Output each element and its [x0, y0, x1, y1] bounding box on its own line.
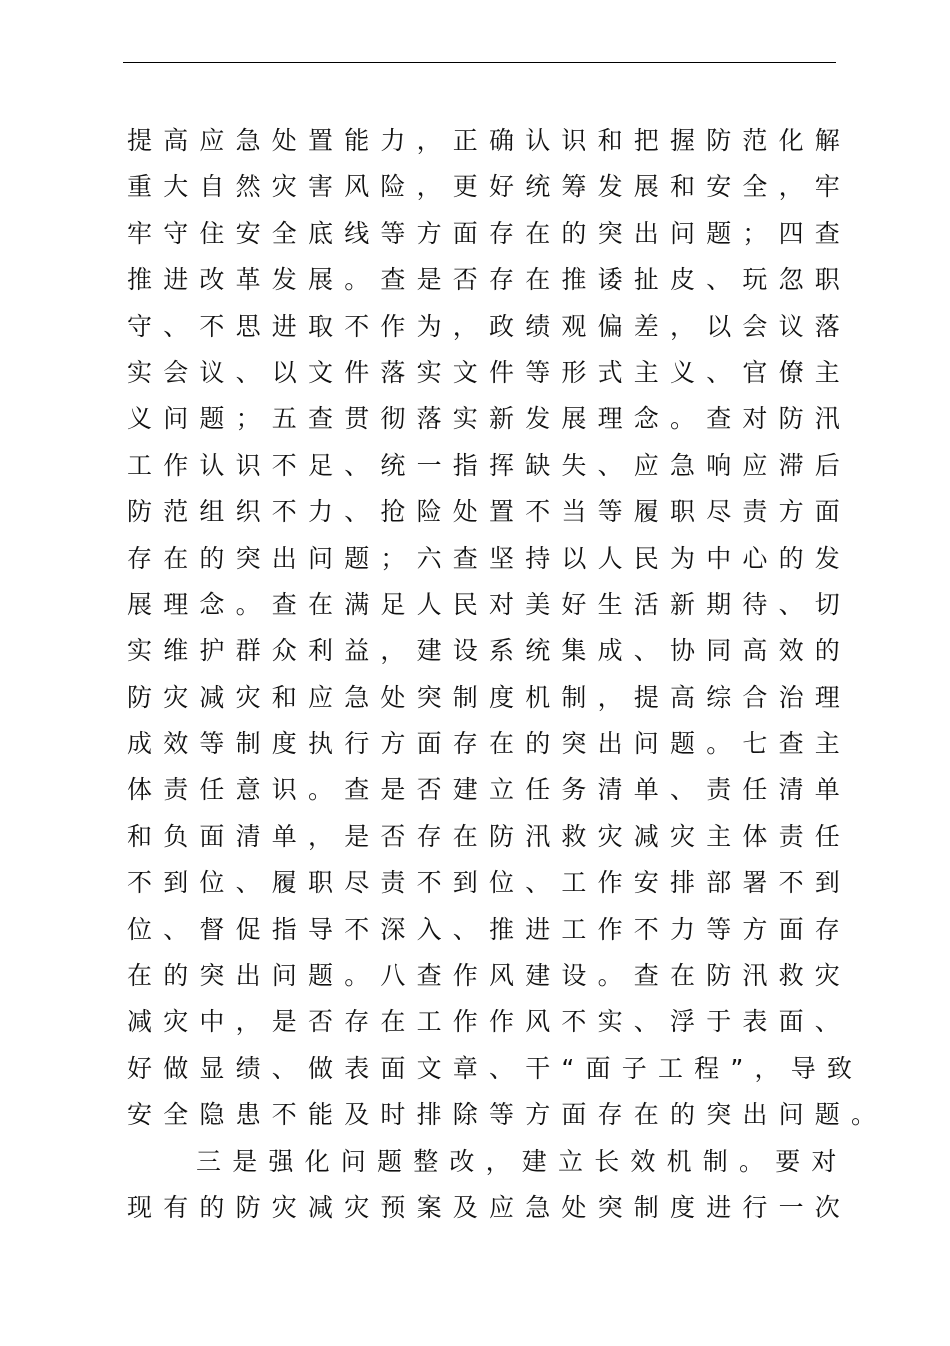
text-line-3: 牢守住安全底线等方面存在的突出问题；四查	[127, 218, 852, 248]
text-line-6: 实会议、以文件落实文件等形式主义、官僚主	[127, 357, 852, 387]
text-line-12: 实维护群众利益，建设系统集成、协同高效的	[127, 636, 852, 666]
text-line-14: 成效等制度执行方面存在的突出问题。七查主	[127, 729, 852, 759]
text-line-17: 不到位、履职尽责不到位、工作安排部署不到	[127, 868, 852, 898]
text-line-19: 在的突出问题。八查作风建设。查在防汛救灾	[127, 961, 852, 991]
text-line-5: 守、不思进取不作为，政绩观偏差，以会议落	[127, 311, 852, 341]
text-line-13: 防灾减灾和应急处突制度机制，提高综合治理	[127, 682, 852, 712]
text-line-10: 存在的突出问题；六查坚持以人民为中心的发	[127, 543, 852, 573]
document-body	[127, 118, 888, 1231]
paragraph-start-line: 三是强化问题整改，建立长效机制。要对	[196, 1146, 848, 1176]
text-line-15: 体责任意识。查是否建立任务清单、责任清单	[127, 775, 852, 805]
text-line-16: 和负面清单，是否存在防汛救灾减灾主体责任	[127, 821, 852, 851]
text-line-2: 重大自然灾害风险，更好统筹发展和安全，牢	[127, 172, 852, 202]
text-line-21: 好做显绩、做表面文章、干“面子工程”，导致	[127, 1053, 864, 1083]
text-line-4: 推进改革发展。查是否存在推诿扯皮、玩忽职	[127, 265, 852, 295]
text-line-1: 提高应急处置能力，正确认识和把握防范化解	[127, 126, 852, 155]
text-line-20: 减灾中，是否存在工作作风不实、浮于表面、	[127, 1007, 852, 1037]
text-line-9: 防范组织不力、抢险处置不当等履职尽责方面	[127, 497, 852, 527]
text-line-8: 工作认识不足、统一指挥缺失、应急响应滞后	[127, 450, 852, 480]
text-line-11: 展理念。查在满足人民对美好生活新期待、切	[127, 589, 852, 619]
text-line-24: 现有的防灾减灾预案及应急处突制度进行一次	[127, 1192, 852, 1222]
header-rule	[123, 62, 836, 63]
text-line-7: 义问题；五查贯彻落实新发展理念。查对防汛	[127, 404, 852, 434]
text-line-22: 安全隐患不能及时排除等方面存在的突出问题。	[127, 1100, 888, 1130]
text-line-18: 位、督促指导不深入、推进工作不力等方面存	[127, 914, 852, 944]
